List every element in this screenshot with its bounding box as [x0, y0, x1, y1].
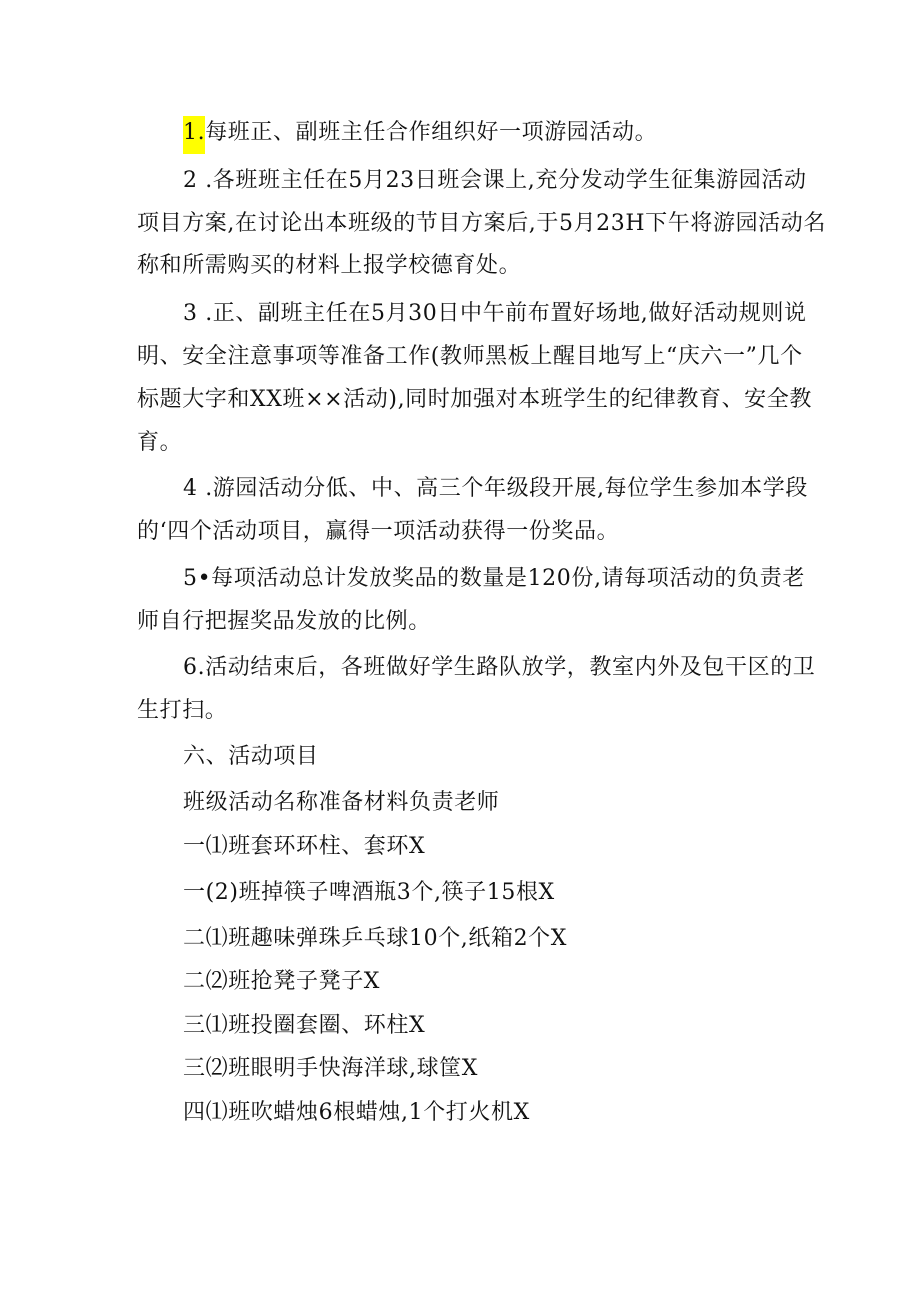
activity-row: 四⑴班吹蜡烛6根蜡烛,1个打火机X [183, 1100, 530, 1125]
item-1-line [183, 118, 657, 154]
item-1-number-highlight: 1. [183, 116, 205, 154]
item-6-line-2: 生打扫。 [137, 698, 228, 723]
item-2-line-3: 称和所需购买的材料上报学校德育处。 [137, 253, 522, 278]
activity-row: 一(2)班掉筷子啤酒瓶3个,筷子15根X [183, 880, 555, 905]
item-5-line-2: 师自行把握奖品发放的比例。 [137, 609, 431, 634]
item-2-line-1: 2 .各班班主任在5月23日班会课上,充分发动学生征集游园活动 [183, 168, 807, 193]
item-3-line-4: 育。 [137, 430, 183, 455]
activity-table-header: 班级活动名称准备材料负责老师 [183, 790, 500, 815]
item-2-line-2: 项目方案,在讨论出本班级的节目方案后,于5月23H下午将游园活动名 [137, 211, 826, 236]
section-heading: 六、活动项目 [183, 744, 319, 769]
item-1-text: 每班正、副班主任合作组织好一项游园活动。 [205, 120, 658, 145]
activity-row: 一⑴班套环环柱、套环X [183, 834, 426, 859]
item-4-line-1: 4 .游园活动分低、中、高三个年级段开展,每位学生参加本学段 [183, 476, 808, 501]
item-3-line-1: 3 .正、副班主任在5月30日中午前布置好场地,做好活动规则说 [183, 301, 807, 326]
item-3-line-3: 标题大字和XX班××活动),同时加强对本班学生的纪律教育、安全教 [137, 387, 812, 412]
item-6-line-1: 6.活动结束后，各班做好学生路队放学，教室内外及包干区的卫 [183, 655, 816, 680]
activity-row: 二⑴班趣味弹珠乒乓球10个,纸箱2个X [183, 926, 568, 951]
item-4-line-2: 的‘四个活动项目，赢得一项活动获得一份奖品。 [137, 519, 620, 544]
item-5-line-1: 5•每项活动总计发放奖品的数量是120份,请每项活动的负责老 [183, 566, 805, 591]
activity-row: 三⑵班眼明手快海洋球,球筐X [183, 1056, 479, 1081]
activity-row: 三⑴班投圈套圈、环柱X [183, 1013, 426, 1038]
item-3-line-2: 明、安全注意事项等准备工作(教师黑板上醒目地写上“庆六一”几个 [137, 344, 803, 369]
activity-row: 二⑵班抢凳子凳子X [183, 969, 381, 994]
